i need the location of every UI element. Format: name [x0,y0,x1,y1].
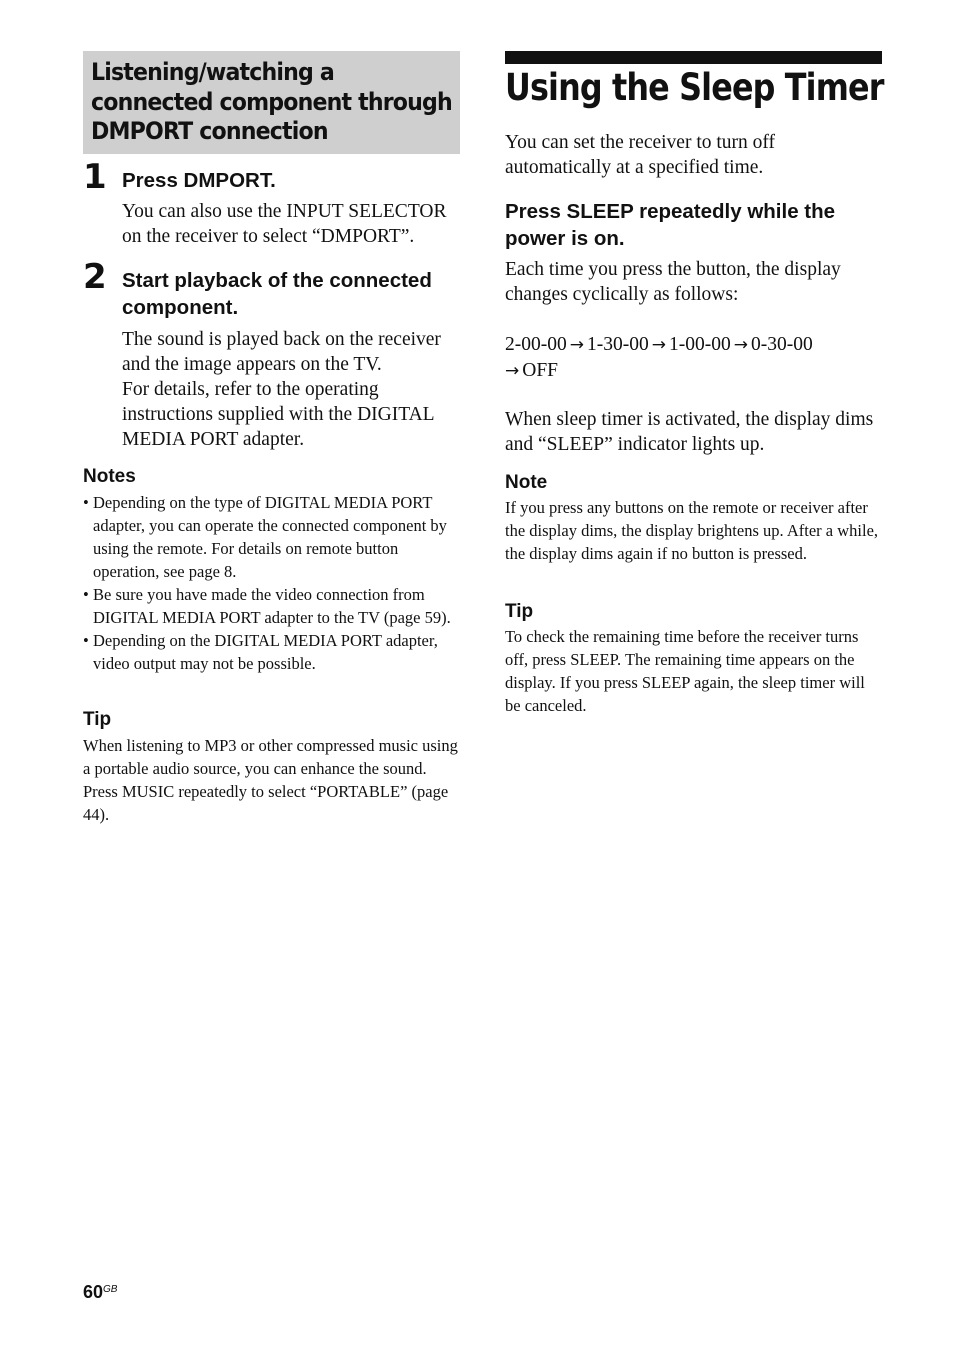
sequence-value: 0-30-00 [751,334,813,355]
sequence-value: 2-00-00 [505,334,567,355]
step-1-title: Press DMPORT. [122,169,276,192]
arrow-icon: → [569,335,584,355]
sequence-value: 1-30-00 [587,334,649,355]
sleep-sequence [505,332,882,384]
note-item: • Be sure you have made the video connection from DIGITAL MEDIA PORT adapter to the TV (page 59). [83,583,463,629]
sleep-step-text: Each time you press the button, the display changes cyclically as follows: [505,259,841,305]
page-number [83,1282,117,1303]
arrow-icon: → [651,335,666,355]
page-title: Using the Sleep Timer [505,66,884,109]
step-2-text [122,327,467,452]
sequence-value: OFF [522,360,559,381]
tip-text: When listening to MP3 or other compressed music using a portable audio source, you can enhance the sound. Press MUSIC repeatedly to select “PORTABLE” (page 44). [83,736,458,824]
title-rule-bar [505,51,882,64]
notes-list [83,491,463,675]
sleep-tip-heading: Tip [505,601,534,622]
step-1-text: You can also use the INPUT SELECTOR on the receiver to select “DMPORT”. [122,201,447,247]
sequence-value: 1-00-00 [669,334,731,355]
section-title: Listening/watching a connected component through DMPORT connection [91,58,452,145]
activated-text: When sleep timer is activated, the display dims and “SLEEP” indicator lights up. [505,409,874,455]
step-2-text-line1: The sound is played back on the receiver and the image appears on the TV. [122,329,441,375]
page-number-value: 60 [83,1282,104,1302]
sleep-step-title: Press SLEEP repeatedly while the power is on. [505,200,836,250]
note-item: • Depending on the DIGITAL MEDIA PORT adapter, video output may not be possible. [83,629,463,675]
step-1-number: 1 [83,157,107,197]
step-2-number: 2 [83,257,107,297]
page-region-suffix: GB [103,1284,118,1295]
notes-heading: Notes [83,466,136,487]
note-heading: Note [505,472,548,493]
step-2-text-line2: For details, refer to the operating instructions supplied with the DIGITAL MEDIA PORT adapter. [122,379,434,450]
arrow-icon: → [505,361,520,381]
sleep-tip-text: To check the remaining time before the receiver turns off, press SLEEP. The remaining time appears on the display. If you press SLEEP again, the sleep timer will be canceled. [505,627,865,715]
tip-heading: Tip [83,709,112,730]
note-item: • Depending on the type of DIGITAL MEDIA PORT adapter, you can operate the connected component by using the remote. For details on remote button operation, see page 8. [83,491,463,583]
arrow-icon: → [733,335,748,355]
step-2-title: Start playback of the connected component. [122,269,432,319]
section-header-box [83,51,460,154]
intro-text: You can set the receiver to turn off automatically at a specified time. [505,132,776,178]
note-text: If you press any buttons on the remote or receiver after the display dims, the display brightens up. After a while, the display dims again if no button is pressed. [505,498,879,563]
